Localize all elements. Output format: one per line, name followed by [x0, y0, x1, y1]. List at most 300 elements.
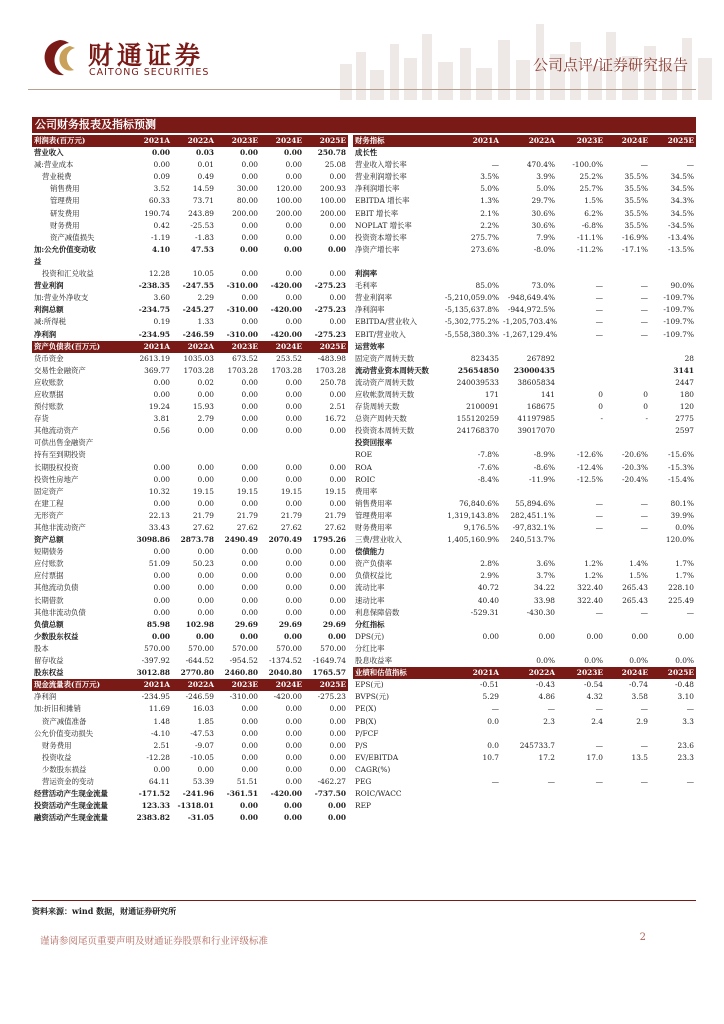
table-row [353, 703, 696, 715]
value-cell: 0.00 [285, 607, 302, 617]
row-label: 股息收益率 [355, 656, 392, 666]
value-cell: 0.00 [285, 377, 302, 387]
row-label: 营运资金的变动 [42, 776, 94, 786]
value-cell: — [547, 704, 555, 714]
value-cell: — [640, 329, 648, 339]
value-cell [260, 449, 304, 461]
value-cell: 25.08 [324, 160, 346, 170]
value-cell: 253.52 [276, 353, 302, 363]
value-cell: 0.00 [285, 498, 302, 508]
value-cell: 34.22 [533, 583, 555, 593]
value-cell: 570.00 [232, 643, 258, 653]
value-cell: 35.5% [624, 208, 648, 218]
row-label: 财务费用率 [355, 523, 392, 532]
value-cell [605, 728, 650, 740]
value-cell: -15.4% [668, 474, 694, 484]
row-label: 融资活动产生现金流量 [34, 813, 108, 823]
report-header [0, 0, 724, 100]
row-label: PB(X) [355, 716, 377, 726]
value-cell [557, 353, 605, 365]
value-cell: 0.00 [241, 269, 258, 279]
value-cell: 1.4% [629, 559, 648, 569]
value-cell [501, 546, 557, 558]
value-cell: 10.7 [482, 752, 499, 762]
value-cell [557, 546, 605, 558]
year-header-cell: 2021A [441, 667, 501, 679]
value-cell [650, 619, 696, 631]
table-row [32, 292, 348, 304]
value-cell [557, 788, 605, 800]
value-cell: 0.00 [329, 547, 346, 557]
value-cell: -8.4% [477, 474, 499, 484]
value-cell: 3.60 [153, 293, 170, 303]
value-cell: 3.9% [536, 172, 555, 182]
value-cell: 5.29 [482, 692, 499, 702]
value-cell: 29.69 [234, 619, 258, 629]
value-cell: 0.00 [241, 220, 258, 230]
value-cell: 34.3% [670, 196, 694, 206]
value-cell: 33.43 [148, 523, 170, 532]
value-cell: 200.00 [276, 208, 302, 218]
value-cell: 25.2% [579, 172, 603, 182]
value-cell: 0.00 [241, 571, 258, 581]
value-cell: -10.05 [190, 752, 214, 762]
table-row [353, 159, 696, 171]
value-cell: 30.00 [236, 184, 258, 194]
value-cell: 0.00 [241, 402, 258, 412]
row-label: 流动比率 [355, 583, 385, 593]
value-cell: — [595, 317, 603, 327]
value-cell: 0.00 [241, 172, 258, 182]
value-cell: -310.00 [226, 305, 258, 315]
table-row [32, 546, 348, 558]
table-header-row [32, 341, 348, 353]
value-cell [128, 437, 172, 449]
value-cell [557, 377, 605, 389]
value-cell: — [547, 776, 555, 786]
value-cell [557, 256, 605, 268]
value-cell: 0.00 [285, 728, 302, 738]
right-indicator-table [353, 135, 696, 812]
value-cell [557, 365, 605, 377]
value-cell: -241.96 [182, 789, 214, 799]
value-cell [557, 486, 605, 498]
value-cell: - [600, 414, 603, 424]
value-cell: -644.52 [185, 656, 214, 666]
value-cell: 0.00 [283, 801, 302, 811]
value-cell: 2.51 [153, 740, 170, 750]
value-cell: 2.29 [197, 293, 214, 303]
value-cell: 0.01 [197, 160, 214, 170]
value-cell: 85.98 [146, 619, 170, 629]
table-row [353, 437, 696, 449]
table-row [32, 171, 348, 183]
value-cell: 1.3% [480, 196, 499, 206]
value-cell: 0.00 [239, 148, 258, 158]
value-cell [557, 800, 605, 812]
table-row [32, 389, 348, 401]
value-cell: 2.3 [543, 716, 555, 726]
value-cell [441, 619, 501, 631]
value-cell: — [595, 740, 603, 750]
value-cell: 0.0% [536, 656, 555, 666]
year-header-cell: 2025E [650, 135, 696, 147]
value-cell: -13.5% [668, 244, 694, 254]
year-header-cell: 2023E [216, 341, 260, 353]
row-label: 投资活动产生现金流量 [34, 801, 108, 811]
table-row [353, 401, 696, 413]
value-cell: 19.15 [236, 486, 258, 496]
table-row [32, 643, 348, 655]
value-cell [441, 643, 501, 655]
value-cell: -430.30 [526, 607, 555, 617]
value-cell: - [645, 414, 648, 424]
value-cell: -12.28 [146, 752, 170, 762]
row-label: 净利润率 [355, 305, 385, 315]
value-cell: -0.54 [584, 680, 603, 690]
row-label: 无形资产 [34, 510, 64, 520]
table-row [32, 232, 348, 244]
value-cell: -0.43 [536, 680, 555, 690]
value-cell: 0.00 [631, 631, 648, 641]
row-label: 资产负债率 [355, 559, 392, 569]
value-cell: 76,840.6% [459, 498, 499, 508]
row-label: 流动资产周转天数 [355, 377, 415, 387]
value-cell: 120.0% [665, 535, 694, 545]
value-cell: 0.00 [239, 813, 258, 823]
table-row [353, 522, 696, 534]
value-cell: 0.00 [241, 293, 258, 303]
value-cell: 570.00 [144, 643, 170, 653]
value-cell: -1,267,129.4% [503, 329, 558, 339]
value-cell: 240039533 [456, 377, 499, 387]
value-cell: -420.00 [273, 692, 302, 702]
year-header-cell: 2022A [172, 135, 216, 147]
value-cell [441, 256, 501, 268]
value-cell: 0.00 [285, 462, 302, 472]
header-divider [28, 89, 696, 90]
table-row [353, 631, 696, 643]
value-cell: 0.00 [285, 414, 302, 424]
value-cell [441, 341, 501, 353]
value-cell [260, 256, 304, 268]
value-cell [605, 341, 650, 353]
row-label: EBITDA 增长率 [355, 196, 410, 206]
value-cell: 22.13 [148, 510, 170, 520]
row-label: 其他流动资产 [34, 426, 79, 436]
value-cell: 228.10 [668, 583, 694, 593]
value-cell: -12.5% [577, 474, 603, 484]
table-row [32, 353, 348, 365]
value-cell: 35.5% [624, 172, 648, 182]
year-header-cell: 2025E [650, 667, 696, 679]
value-cell: 0.00 [153, 160, 170, 170]
value-cell [441, 764, 501, 776]
row-label: 投资性房地产 [34, 474, 79, 484]
table-row [32, 703, 348, 715]
value-cell: 168675 [526, 402, 555, 412]
value-cell [605, 425, 650, 437]
table-row [32, 159, 348, 171]
value-cell: 673.52 [232, 353, 258, 363]
table-row [353, 365, 696, 377]
value-cell: 2873.78 [180, 535, 214, 545]
table-row [353, 740, 696, 752]
value-cell: — [640, 281, 648, 291]
year-header-cell: 2025E [304, 135, 348, 147]
table-row [32, 268, 348, 280]
row-label: 流动营业资本周转天数 [355, 365, 429, 375]
value-cell: — [640, 498, 648, 508]
value-cell [501, 341, 557, 353]
row-label: 应付账款 [34, 559, 64, 569]
value-cell: 275.7% [470, 232, 499, 242]
table-row [32, 425, 348, 437]
table-row [353, 764, 696, 776]
value-cell: 35.5% [624, 196, 648, 206]
value-cell: 35.5% [624, 184, 648, 194]
value-cell: -8.0% [533, 244, 555, 254]
row-label: 净利润 [34, 329, 57, 339]
value-cell: -944,972.5% [507, 305, 555, 315]
value-cell: -20.4% [622, 474, 648, 484]
table-row [32, 582, 348, 594]
value-cell: -20.3% [622, 462, 648, 472]
row-label: 加:营业外净收支 [34, 293, 89, 303]
value-cell: 2070.49 [268, 535, 302, 545]
value-cell [557, 437, 605, 449]
value-cell [650, 728, 696, 740]
row-label: 销售费用 [50, 184, 80, 194]
year-header-cell: 2024E [260, 341, 304, 353]
value-cell: 0.00 [153, 583, 170, 593]
value-cell: -1,205,703.4% [503, 317, 558, 327]
table-row [32, 413, 348, 425]
value-cell: 0.00 [285, 559, 302, 569]
value-cell: 16.03 [192, 704, 214, 714]
value-cell: 21.79 [192, 510, 214, 520]
value-cell: 570.00 [320, 643, 346, 653]
table-row [353, 595, 696, 607]
value-cell: -954.52 [229, 656, 258, 666]
value-cell: — [686, 776, 694, 786]
value-cell: 0.00 [241, 232, 258, 242]
row-label: 财务费用 [42, 740, 72, 750]
value-cell: 25654850 [457, 365, 499, 375]
value-cell [260, 437, 304, 449]
value-cell: 0.00 [329, 462, 346, 472]
value-cell: 0.00 [329, 426, 346, 436]
table-row [32, 655, 348, 667]
value-cell: 1703.28 [183, 365, 214, 375]
value-cell [304, 449, 348, 461]
value-cell: 0.00 [239, 631, 258, 641]
value-cell: 155120259 [456, 414, 499, 424]
value-cell: 0.00 [197, 474, 214, 484]
value-cell: -238.35 [138, 281, 170, 291]
value-cell: 0.00 [153, 764, 170, 774]
value-cell [650, 800, 696, 812]
value-cell: 85.0% [475, 281, 499, 291]
table-row [32, 716, 348, 728]
value-cell: -0.74 [629, 680, 648, 690]
table-row [353, 425, 696, 437]
row-label: NOPLAT 增长率 [355, 220, 412, 230]
value-cell: 1.7% [675, 559, 694, 569]
value-cell: 0.00 [241, 559, 258, 569]
value-cell: 0.00 [285, 172, 302, 182]
value-cell: 245733.7 [519, 740, 555, 750]
value-cell [216, 449, 260, 461]
value-cell: 2460.80 [224, 668, 258, 678]
row-label: PEG [355, 776, 372, 786]
row-label: 资产总额 [34, 535, 64, 545]
table-row [353, 280, 696, 292]
table-row [32, 595, 348, 607]
value-cell: 19.15 [192, 486, 214, 496]
value-cell: 0.00 [329, 172, 346, 182]
value-cell: 19.15 [324, 486, 346, 496]
value-cell: 73.0% [531, 281, 555, 291]
year-header-cell: 2024E [605, 135, 650, 147]
value-cell: 0.00 [153, 377, 170, 387]
value-cell: 1703.28 [271, 365, 302, 375]
row-label: 分红指标 [355, 619, 385, 629]
row-label: 总资产周转天数 [355, 414, 407, 424]
value-cell: 0.00 [285, 232, 302, 242]
value-cell: 2.79 [197, 414, 214, 424]
value-cell: 13.5 [631, 752, 648, 762]
value-cell: 1.5% [584, 196, 603, 206]
table-row [353, 292, 696, 304]
value-cell: 80.1% [670, 498, 694, 508]
value-cell [501, 788, 557, 800]
value-cell: 0.00 [329, 704, 346, 714]
table-header-row [32, 679, 348, 691]
value-cell: 273.6% [470, 244, 499, 254]
row-label: 股本 [34, 643, 49, 653]
value-cell: 0.00 [241, 728, 258, 738]
value-cell: 250.78 [317, 148, 346, 158]
value-cell: -420.00 [270, 789, 302, 799]
table-row [353, 546, 696, 558]
value-cell: 0.00 [285, 317, 302, 327]
year-header-cell: 2024E [260, 135, 304, 147]
row-label: 公允价值变动损失 [34, 728, 94, 738]
value-cell: 39.9% [670, 510, 694, 520]
value-cell: -737.50 [314, 789, 346, 799]
value-cell: 41197985 [517, 414, 555, 424]
value-cell: 2.9% [480, 571, 499, 581]
value-cell: 2613.19 [139, 353, 170, 363]
row-label: EV/EBITDA [355, 752, 399, 762]
row-label: 利润总额 [34, 305, 64, 315]
row-label: 净利润增长率 [355, 184, 400, 194]
row-label: 可供出售金融资产 [34, 438, 94, 448]
value-cell: -462.27 [317, 776, 346, 786]
year-header-cell: 2021A [128, 341, 172, 353]
value-cell: 0.00 [153, 595, 170, 605]
value-cell: 0.00 [283, 631, 302, 641]
row-label: 其他流动负债 [34, 583, 79, 593]
data-source-note: 资料来源：wind 数据，财通证券研究所 [32, 906, 177, 916]
value-cell: 100.00 [320, 196, 346, 206]
value-cell: 265.43 [622, 595, 648, 605]
value-cell: 0.00 [241, 389, 258, 399]
table-header-row [32, 135, 348, 147]
row-label: 投资资本周转天数 [355, 426, 415, 436]
table-row [353, 268, 696, 280]
value-cell: 200.00 [232, 208, 258, 218]
value-cell: — [640, 704, 648, 714]
value-cell: -12.6% [577, 450, 603, 460]
value-cell: 0.00 [153, 547, 170, 557]
value-cell: 0.00 [329, 728, 346, 738]
value-cell: 0.00 [285, 583, 302, 593]
value-cell: -20.6% [622, 450, 648, 460]
value-cell: -25.53 [190, 220, 214, 230]
table-row [353, 691, 696, 703]
table-row [353, 413, 696, 425]
value-cell: -11.1% [577, 232, 603, 242]
row-label: DPS(元) [355, 631, 385, 641]
row-label: 营业收入增长率 [355, 160, 407, 170]
value-cell: 0.00 [197, 583, 214, 593]
brand-name-cn: 财通证券 [88, 41, 205, 70]
value-cell: 1795.26 [312, 535, 346, 545]
row-label: 其他非流动负债 [34, 607, 86, 617]
value-cell: 0.00 [153, 498, 170, 508]
row-label: 资产减值损失 [50, 232, 95, 242]
value-cell: -275.23 [314, 281, 346, 291]
value-cell: 141 [540, 389, 555, 399]
value-cell: 29.69 [278, 619, 302, 629]
value-cell: 0.00 [285, 269, 302, 279]
value-cell [172, 256, 216, 268]
value-cell: 23000435 [513, 365, 555, 375]
value-cell: -310.00 [229, 692, 258, 702]
document-type-label: 公司点评/证券研究报告 [532, 56, 688, 74]
value-cell: 51.09 [148, 559, 170, 569]
value-cell [172, 437, 216, 449]
row-label: 管理费用 [50, 196, 80, 206]
value-cell: 1.5% [629, 571, 648, 581]
value-cell: 0.00 [329, 716, 346, 726]
value-cell: -17.1% [622, 244, 648, 254]
value-cell: 30.6% [531, 208, 555, 218]
table-row [353, 341, 696, 353]
value-cell: 0.00 [197, 426, 214, 436]
value-cell: 34.5% [670, 184, 694, 194]
table-row [353, 570, 696, 582]
row-label: 分红比率 [355, 643, 385, 653]
value-cell: — [595, 498, 603, 508]
value-cell: 0.00 [285, 595, 302, 605]
value-cell: -15.3% [668, 462, 694, 472]
table-row [32, 304, 348, 316]
value-cell [605, 534, 650, 546]
value-cell: -1649.74 [312, 656, 346, 666]
value-cell: — [595, 776, 603, 786]
row-label: 交易性金融资产 [34, 365, 86, 375]
value-cell: — [595, 523, 603, 532]
value-cell: 0.00 [285, 571, 302, 581]
value-cell: 369.77 [144, 365, 170, 375]
value-cell: -247.55 [182, 281, 214, 291]
value-cell: — [640, 776, 648, 786]
value-cell [501, 764, 557, 776]
value-cell: -234.95 [138, 329, 170, 339]
